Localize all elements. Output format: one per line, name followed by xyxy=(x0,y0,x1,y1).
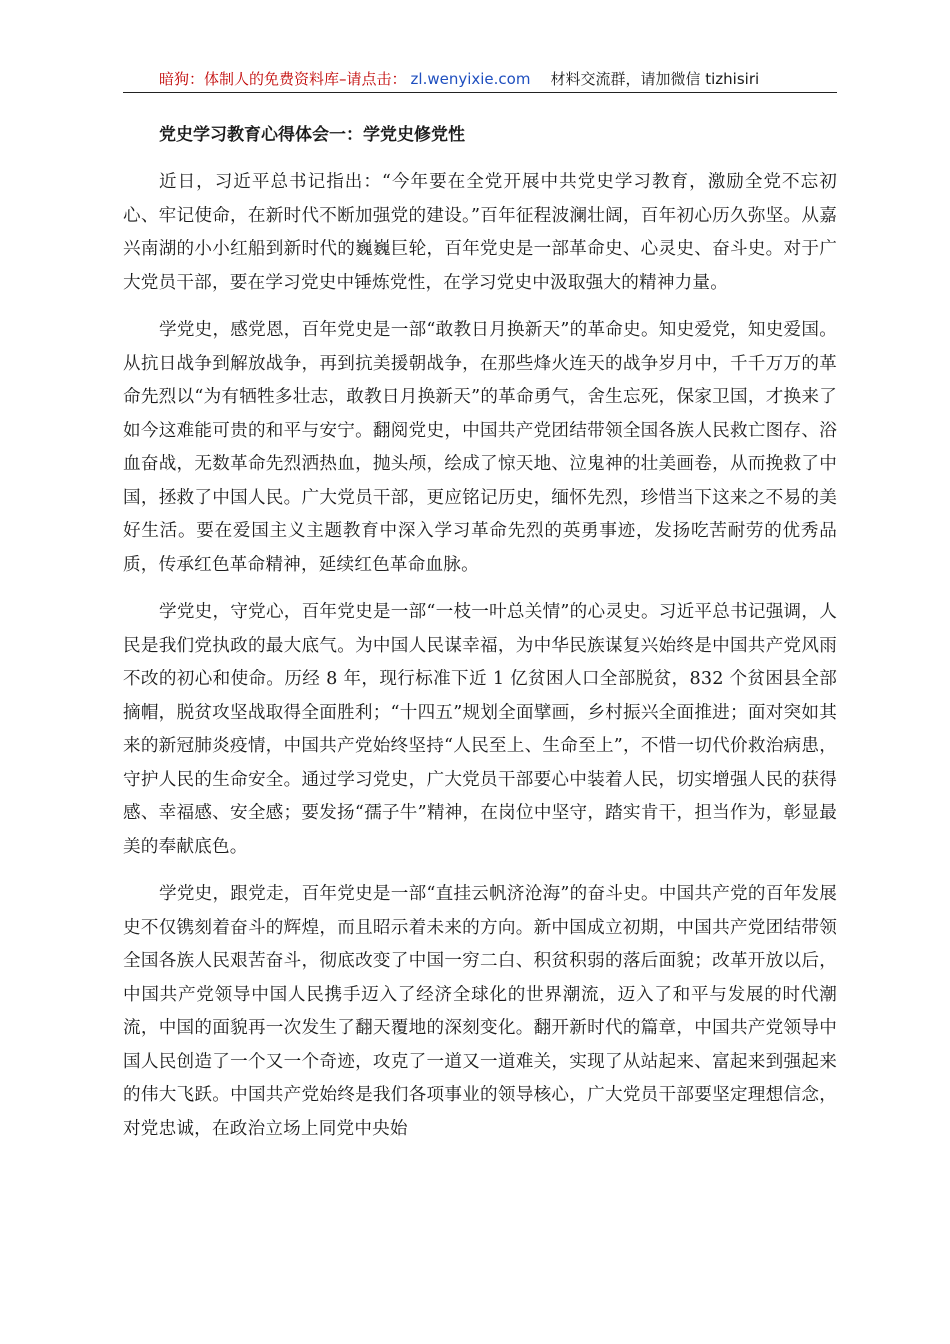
paragraph-3: 学党史，守党心，百年党史是一部“一枝一叶总关情”的心灵史。习近平总书记强调，人民是我们党执政的最大底气。为中国人民谋幸福，为中华民族谋复兴始终是中国共产党风雨不改的初心和使命。历经 8 年，现行标准下近 1 亿贫困人口全部脱贫，832 个贫困县全部摘帽，脱贫攻坚战取得全面胜利；“十四五”规划全面擘画，乡村振兴全面推进；面对突如其来的新冠肺炎疫情，中国共产党始终坚持“人民至上、生命至上”，不惜一切代价救治病患，守护人民的生命安全。通过学习党史，广大党员干部要心中装着人民，切实增强人民的获得感、幸福感、安全感；要发扬“孺子牛”精神，在岗位中坚守，踏实肯干，担当作为，彰显最美的奉献底色。 xyxy=(123,602,837,857)
header-group-info: 材料交流群，请加微信 tizhisiri xyxy=(550,70,760,88)
header-link[interactable]: zl.wenyixie.com xyxy=(410,70,531,88)
header-prompt: 请点击： xyxy=(346,70,407,88)
header-dash: – xyxy=(339,70,347,88)
article-body xyxy=(123,118,837,1160)
page-header xyxy=(123,66,837,93)
paragraph-2: 学党史，感党恩，百年党史是一部“敢教日月换新天”的革命史。知史爱党，知史爱国。从抗日战争到解放战争，再到抗美援朝战争，在那些烽火连天的战争岁月中，千千万万的革命先烈以“为有牺牲多壮志，敢教日月换新天”的革命勇气，舍生忘死，保家卫国，才换来了如今这难能可贵的和平与安宁。翻阅党史，中国共产党团结带领全国各族人民救亡图存、浴血奋战，无数革命先烈洒热血，抛头颅，绘成了惊天地、泣鬼神的壮美画卷，从而挽救了中国，拯救了中国人民。广大党员干部，更应铭记历史，缅怀先烈，珍惜当下这来之不易的美好生活。要在爱国主义主题教育中深入学习革命先烈的英勇事迹，发扬吃苦耐劳的优秀品质，传承红色革命精神，延续红色革命血脉。 xyxy=(123,320,837,575)
paragraph-1: 近日，习近平总书记指出：“今年要在全党开展中共党史学习教育，激励全党不忘初心、牢记使命，在新时代不断加强党的建设。”百年征程波澜壮阔，百年初心历久弥坚。从嘉兴南湖的小小红船到新时代的巍巍巨轮，百年党史是一部革命史、心灵史、奋斗史。对于广大党员干部，要在学习党史中锤炼党性，在学习党史中汲取强大的精神力量。 xyxy=(123,172,837,293)
article-title: 党史学习教育心得体会一：学党史修党性 xyxy=(159,125,465,145)
header-brand: 暗狗：体制人的免费资料库 xyxy=(159,70,340,88)
paragraph-4: 学党史，跟党走，百年党史是一部“直挂云帆济沧海”的奋斗史。中国共产党的百年发展史不仅镌刻着奋斗的辉煌，而且昭示着未来的方向。新中国成立初期，中国共产党团结带领全国各族人民艰苦奋斗，彻底改变了中国一穷二白、积贫积弱的落后面貌；改革开放以后，中国共产党领导中国人民携手迈入了经济全球化的世界潮流，迈入了和平与发展的时代潮流，中国的面貌再一次发生了翻天覆地的深刻变化。翻开新时代的篇章，中国共产党领导中国人民创造了一个又一个奇迹，攻克了一道又一道难关，实现了从站起来、富起来到强起来的伟大飞跃。中国共产党始终是我们各项事业的领导核心，广大党员干部要坚定理想信念，对党忠诚，在政治立场上同党中央始 xyxy=(123,884,837,1139)
